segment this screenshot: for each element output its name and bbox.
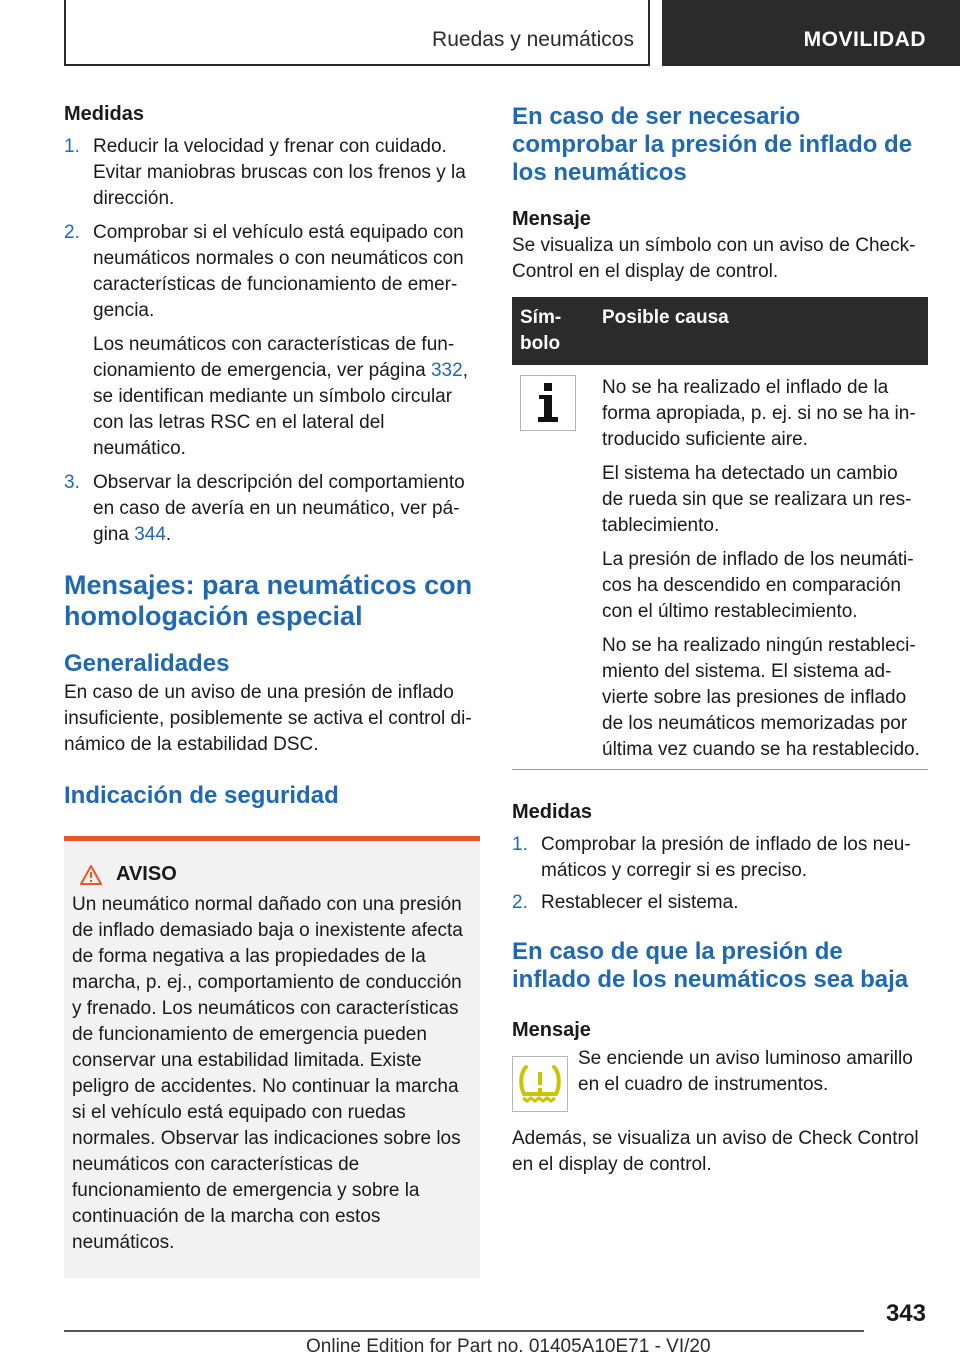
header-section-tab	[662, 0, 960, 66]
warning-text: Un neumático normal dañado con una presión de inflado demasiado baja o inexistente afecta de forma negativa a las propiedades de la marcha, p. ej., comportamiento de conducción y frenado. Los neumáticos con características de funcionamiento de emergencia pueden conservar una estabilidad limitada. Existe peligro de accidentes. No continuar la marcha si el vehículo está equipado con ruedas normales. Observar las indicaciones sobre los neumáticos con características de funcionamiento de emergencia y sobre la continuación de la marcha con estos neumáticos.	[72, 894, 463, 1253]
step-note-text: Los neumáticos con características de funcionamiento de emergencia, ver página	[93, 334, 455, 381]
cause-item: El sistema ha detectado un cambio de rueda sin que se realizara un restablecimiento.	[602, 463, 912, 536]
general-text: En caso de un aviso de una presión de inflado insuficiente, posiblemente se activa el control dinámico de la estabilidad DSC.	[64, 682, 472, 755]
column-header-cause: Posible causa	[594, 297, 928, 365]
message-title: Mensaje	[512, 208, 591, 230]
measures-title-right: Medidas	[512, 801, 593, 823]
cause-item: No se ha realizado ningún restablecimiento del sistema. El sistema advierte sobre las presiones de inflado de los neumáticos memorizadas por última vez cuando se ha restablecido.	[602, 635, 920, 760]
heading-special-tires: Mensajes: para neumáticos con homologación especial	[64, 570, 473, 631]
right-column	[512, 103, 928, 1178]
measures-list	[64, 134, 480, 548]
page-link-332[interactable]: 332	[430, 360, 463, 381]
step-note	[93, 332, 480, 462]
list-item	[64, 134, 480, 212]
message-text-2: Se enciende un aviso luminoso amarillo en el cuadro de instrumentos.	[578, 1048, 913, 1095]
step-text: Comprobar la presión de inflado de los neumáticos y corregir si es preciso.	[541, 834, 911, 881]
left-column	[64, 100, 480, 1278]
measures-list-right	[512, 832, 928, 916]
step-number: 2.	[512, 892, 528, 913]
closing-text: Además, se visualiza un aviso de Check Control en el display de control.	[512, 1128, 919, 1175]
chapter-title: Ruedas y neumáticos	[432, 28, 634, 51]
message-row	[512, 1046, 928, 1112]
page-link-344[interactable]: 344	[134, 524, 166, 545]
list-item	[64, 470, 480, 548]
step-text: Observar la descripción del comportamiento en caso de avería en un neumático, ver página	[93, 472, 465, 545]
message-title-2: Mensaje	[512, 1019, 591, 1041]
heading-low-pressure: En caso de que la presión de inflado de los neumáticos sea baja	[512, 938, 909, 993]
edition-label: Online Edition for Part no. 01405A10E71 - VI/20	[306, 1336, 711, 1357]
measures-title: Medidas	[64, 103, 145, 125]
warning-box	[64, 836, 480, 1278]
info-icon	[520, 375, 576, 431]
footer-divider	[64, 1330, 864, 1332]
step-number: 3.	[64, 472, 80, 493]
step-number: 1.	[64, 136, 80, 157]
heading-general: Generalidades	[64, 650, 230, 677]
message-text: Se visualiza un símbolo con un aviso de Check-Control en el display de control.	[512, 235, 916, 282]
header-chapter-tab	[64, 0, 650, 66]
symbol-cell	[512, 365, 594, 770]
cause-item: No se ha realizado el inflado de la forma apropiada, p. ej. si no se ha introducido suficiente aire.	[602, 377, 916, 450]
list-item	[512, 890, 928, 916]
step-number: 1.	[512, 834, 528, 855]
page-number: 343	[885, 1300, 926, 1327]
step-text: Comprobar si el vehículo está equipado con neumáticos normales o con neumáticos con características de funcionamiento de emergencia.	[93, 222, 464, 321]
heading-check-pressure: En caso de ser necesario comprobar la presión de inflado de los neumáticos	[512, 103, 913, 186]
step-number: 2.	[64, 222, 80, 243]
column-header-symbol: Símbolo	[512, 297, 594, 365]
warning-title: AVISO	[116, 863, 177, 885]
cause-item: La presión de inflado de los neumáticos ha descendido en comparación con el último restablecimiento.	[602, 549, 914, 622]
step-text-end: .	[165, 524, 172, 545]
step-note-text-end: , se identifican mediante un símbolo circular con las letras RSC en el lateral del neumático.	[93, 360, 468, 459]
symbol-cause-table	[512, 297, 928, 770]
step-text: Reducir la velocidad y frenar con cuidado. Evitar maniobras bruscas con los frenos y la dirección.	[93, 136, 466, 209]
step-text: Restablecer el sistema.	[541, 892, 739, 913]
heading-safety: Indicación de seguridad	[64, 782, 339, 809]
warning-title-row	[72, 863, 470, 886]
cause-cell	[594, 365, 928, 770]
warning-triangle-icon	[80, 865, 102, 885]
table-row	[512, 365, 928, 770]
section-title: MOVILIDAD	[803, 28, 926, 51]
list-item	[64, 220, 480, 462]
tire-pressure-warning-icon	[512, 1056, 568, 1112]
list-item	[512, 832, 928, 884]
